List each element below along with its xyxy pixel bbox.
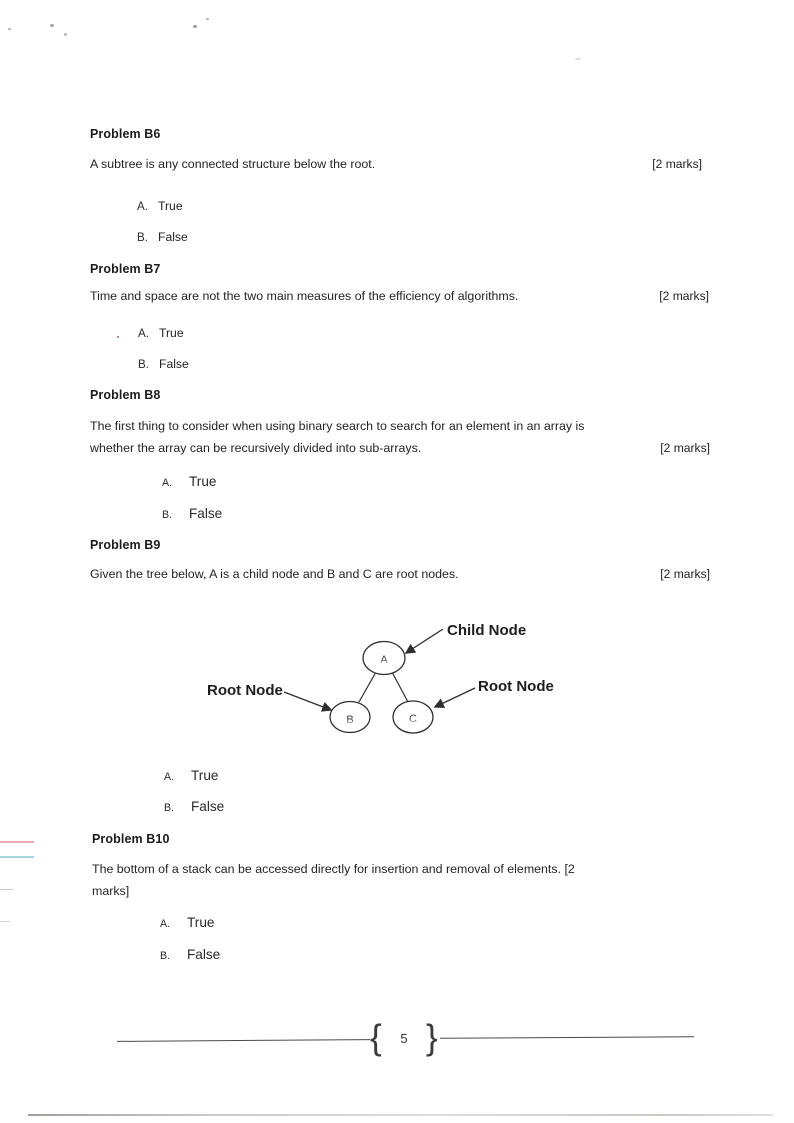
scan-edge-mark-pink — [0, 841, 34, 843]
scan-speckle — [206, 18, 209, 20]
problem-b9-statement: Given the tree below, A is a child node and B and C are root nodes. — [90, 567, 459, 581]
problem-b10-title: Problem B10 — [92, 832, 170, 846]
problem-b9-option-b — [164, 799, 224, 814]
problem-b8-title: Problem B8 — [90, 388, 161, 402]
option-letter: B. — [164, 802, 175, 814]
problem-b7-statement: Time and space are not the two main measures of the efficiency of algorithms. — [90, 289, 519, 303]
option-label: True — [159, 326, 184, 340]
problem-b6-marks: [2 marks] — [652, 157, 702, 171]
problem-b7-marks: [2 marks] — [659, 289, 709, 303]
scan-speckle — [193, 25, 197, 28]
option-label: False — [159, 357, 189, 371]
problem-b9-statement-row — [90, 567, 710, 581]
footer-brace-left: { — [370, 1018, 382, 1057]
problem-b10-option-a — [160, 915, 214, 930]
node-b-label: B — [346, 714, 354, 726]
option-letter: B. — [162, 509, 173, 521]
problem-b8-option-a — [162, 474, 216, 489]
problem-b8-statement-row2 — [90, 441, 710, 455]
scan-speckle — [64, 33, 67, 36]
scan-edge-mark-gray — [0, 889, 13, 890]
problem-b7-option-a — [138, 326, 184, 340]
problem-b9-title: Problem B9 — [90, 538, 161, 552]
footer-rule-left — [117, 1039, 370, 1042]
option-letter: A. — [137, 200, 148, 213]
scan-speckle — [50, 24, 54, 27]
option-letter: B. — [160, 950, 171, 962]
option-letter: A. — [138, 327, 149, 340]
option-label: False — [158, 230, 188, 244]
problem-b10-option-b — [160, 947, 220, 962]
option-label: True — [189, 474, 217, 489]
problem-b6-statement: A subtree is any connected structure below the root. — [90, 157, 376, 171]
arrow-root-node-left — [284, 692, 331, 710]
scan-speckle — [117, 336, 119, 338]
scan-speckle — [8, 28, 11, 30]
problem-b8-statement-line2: whether the array can be recursively divided into sub-arrays. — [90, 441, 422, 455]
option-label: True — [187, 915, 215, 930]
problem-b8-marks: [2 marks] — [660, 441, 710, 455]
problem-b9-option-a — [164, 768, 218, 783]
node-a-label: A — [380, 654, 388, 666]
problem-b7-option-b — [138, 357, 189, 371]
option-label: True — [158, 199, 183, 213]
option-label: True — [191, 768, 219, 783]
page-bottom-edge — [28, 1114, 773, 1116]
footer-rule-right — [440, 1036, 694, 1039]
option-label: False — [189, 506, 223, 521]
child-node-annotation: Child Node — [447, 622, 527, 639]
option-letter: B. — [138, 358, 149, 371]
option-label: False — [187, 947, 221, 962]
option-letter: A. — [162, 477, 173, 489]
edge-a-c — [392, 672, 408, 702]
scan-edge-mark-gray — [0, 921, 10, 922]
footer-brace-right: } — [426, 1018, 438, 1057]
problem-b9-marks: [2 marks] — [660, 567, 710, 581]
problem-b7-title: Problem B7 — [90, 262, 161, 276]
problem-b6-option-b — [137, 230, 188, 244]
tree-diagram-svg — [180, 610, 580, 750]
scan-edge-mark-blue — [0, 856, 34, 858]
node-c-label: C — [409, 713, 417, 725]
option-letter: A. — [164, 771, 175, 783]
arrow-child-node — [406, 629, 443, 653]
problem-b6-title: Problem B6 — [90, 127, 161, 141]
scan-speckle — [575, 58, 581, 60]
edge-a-b — [359, 672, 376, 702]
problem-b6-option-a — [137, 199, 183, 213]
option-label: False — [191, 799, 225, 814]
tree-diagram — [180, 610, 580, 750]
problem-b10-statement-line1: The bottom of a stack can be accessed directly for insertion and removal of elements. [2 — [92, 862, 575, 876]
problem-b8-option-b — [162, 506, 222, 521]
arrow-root-node-right — [435, 688, 475, 707]
option-letter: A. — [160, 918, 171, 930]
root-node-annotation-left: Root Node — [207, 682, 283, 699]
page-number: 5 — [400, 1031, 408, 1046]
option-letter: B. — [137, 231, 148, 244]
problem-b8-statement-line1: The first thing to consider when using binary search to search for an element in an array is — [90, 419, 585, 433]
root-node-annotation-right: Root Node — [478, 678, 554, 695]
problem-b7-statement-row — [90, 289, 709, 303]
problem-b10-statement-line2: marks] — [92, 884, 130, 898]
problem-b6-statement-row — [90, 157, 702, 171]
